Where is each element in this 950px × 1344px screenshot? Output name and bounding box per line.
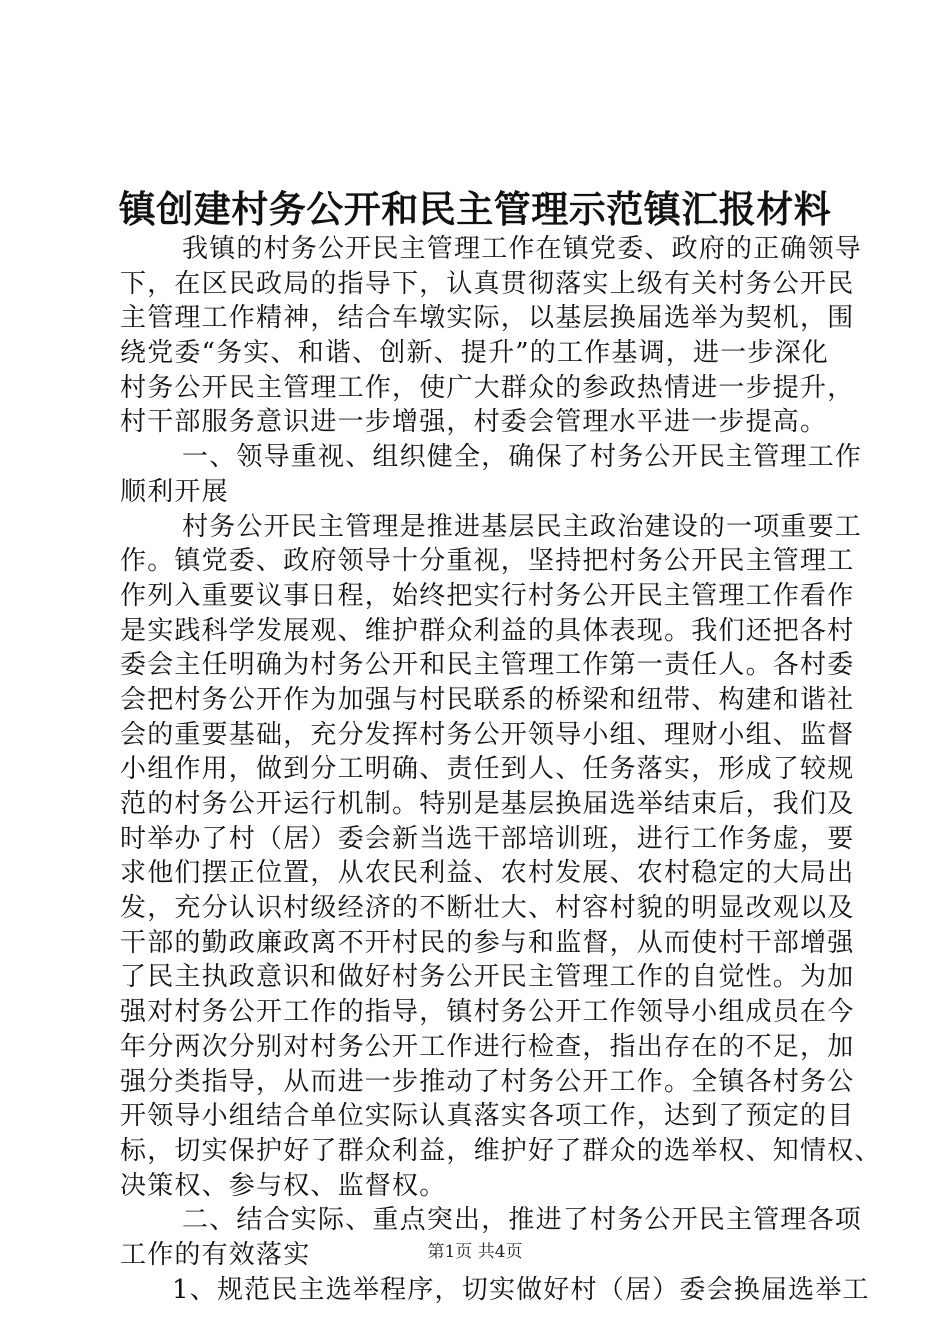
paragraph-line: 开领导小组结合单位实际认真落实各项工作，达到了预定的目 bbox=[120, 1101, 855, 1132]
paragraph-line: 委会主任明确为村务公开和民主管理工作第一责任人。各村委 bbox=[120, 650, 855, 681]
paragraph-line: 村务公开民主管理工作，使广大群众的参政热情进一步提升， bbox=[120, 372, 855, 403]
paragraph-line: 下，在区民政局的指导下，认真贯彻落实上级有关村务公开民 bbox=[120, 268, 855, 299]
paragraph-line: 年分两次分别对村务公开工作进行检查，指出存在的不足，加 bbox=[120, 1031, 855, 1062]
paragraph-line: 我镇的村务公开民主管理工作在镇党委、政府的正确领导 bbox=[182, 234, 863, 264]
page-number-footer: 第1页 共4页 bbox=[427, 1242, 523, 1262]
paragraph-line: 村干部服务意识进一步增强，村委会管理水平进一步提高。 bbox=[120, 407, 828, 438]
document-title: 镇创建村务公开和民主管理示范镇汇报材料 bbox=[118, 187, 832, 231]
paragraph-line: 是实践科学发展观、维护群众利益的具体表现。我们还把各村 bbox=[120, 615, 855, 646]
section-heading-line: 二、结合实际、重点突出，推进了村务公开民主管理各项 bbox=[182, 1205, 863, 1236]
paragraph-line: 强分类指导，从而进一步推动了村务公开工作。全镇各村务公 bbox=[120, 1066, 855, 1097]
paragraph-line: 了民主执政意识和做好村务公开民主管理工作的自觉性。为加 bbox=[120, 962, 855, 993]
paragraph-line: 作列入重要议事日程，始终把实行村务公开民主管理工作看作 bbox=[120, 580, 855, 611]
section-heading-line: 一、领导重视、组织健全，确保了村务公开民主管理工作 bbox=[182, 442, 863, 473]
paragraph-line: 求他们摆正位置，从农民利益、农村发展、农村稳定的大局出 bbox=[120, 858, 855, 889]
section-heading-line: 工作的有效落实 bbox=[120, 1239, 311, 1270]
document-body bbox=[120, 232, 882, 1307]
section-heading-line: 顺利开展 bbox=[120, 476, 229, 507]
paragraph-line: 主管理工作精神，结合车墩实际，以基层换届选举为契机，围 bbox=[120, 303, 855, 334]
paragraph-line: 范的村务公开运行机制。特别是基层换届选举结束后，我们及 bbox=[120, 789, 855, 819]
paragraph-line: 作。镇党委、政府领导十分重视，坚持把村务公开民主管理工 bbox=[120, 546, 855, 577]
paragraph-line: 会的重要基础，充分发挥村务公开领导小组、理财小组、监督 bbox=[120, 719, 855, 750]
paragraph-line: 决策权、参与权、监督权。 bbox=[120, 1170, 447, 1201]
paragraph-line: 时举办了村（居）委会新当选干部培训班，进行工作务虚，要 bbox=[120, 823, 855, 854]
paragraph-line: 绕党委“务实、和谐、创新、提升”的工作基调，进一步深化 bbox=[120, 338, 829, 369]
paragraph-line: 发，充分认识村级经济的不断壮大、村容村貌的明显改观以及 bbox=[120, 893, 855, 924]
paragraph-line: 干部的勤政廉政离不开村民的参与和监督，从而使村干部增强 bbox=[120, 927, 855, 958]
subsection-heading-line: 1、规范民主选举程序，切实做好村（居）委会换届选举工 bbox=[172, 1274, 870, 1305]
paragraph-line: 会把村务公开作为加强与村民联系的桥梁和纽带、构建和谐社 bbox=[120, 684, 855, 715]
paragraph-line: 村务公开民主管理是推进基层民主政治建设的一项重要工 bbox=[182, 511, 863, 542]
paragraph-line: 强对村务公开工作的指导，镇村务公开工作领导小组成员在今 bbox=[120, 997, 855, 1028]
paragraph-line: 小组作用，做到分工明确、责任到人、任务落实，形成了较规 bbox=[120, 754, 855, 785]
paragraph-line: 标，切实保护好了群众利益，维护好了群众的选举权、知情权、 bbox=[120, 1135, 882, 1166]
